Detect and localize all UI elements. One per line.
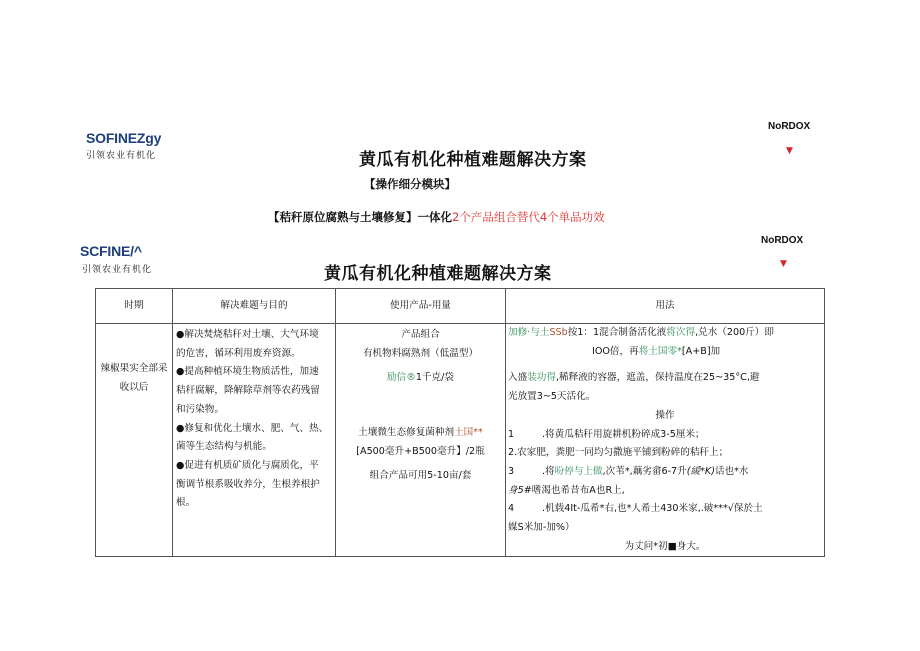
usage-highlight: 加修·与土	[508, 327, 550, 338]
usage-line	[508, 369, 822, 388]
purpose-line: 菌等生态结构与机能。	[176, 441, 272, 453]
period-line: 辣椒果实全部采	[100, 363, 168, 374]
step-text: 话也*水	[714, 465, 749, 477]
table-header-row	[96, 289, 825, 324]
product-item-2-name: 土壤微生态修复菌种剂	[358, 427, 455, 439]
step-4	[508, 500, 822, 519]
usage-text: IOO倍，再	[592, 345, 639, 357]
product-item-2-brand: 土国**	[454, 427, 483, 439]
usage-text: [A+B]加	[681, 345, 721, 357]
logo-tagline: 引领农业有机化	[86, 151, 157, 161]
purpose-line: 的危害，循环利用废弃资源。	[176, 347, 301, 359]
header-usage: 用法	[506, 289, 825, 324]
product-item-2-dose: [A500毫升+B500毫升】/2瓶	[356, 445, 485, 457]
usage-line	[508, 324, 822, 343]
step-4-continued: 媒S米加-加%）	[508, 522, 575, 534]
page-title-2: 黄瓜有机化种植难题解决方案	[324, 264, 552, 284]
usage-cell	[506, 324, 825, 557]
solution-table	[95, 288, 825, 557]
brand-name-2: NoRDOX	[761, 235, 804, 246]
purpose-line: ●解决焚烧秸秆对土壤、大气环境	[176, 329, 319, 340]
step-text: (緩*K)	[686, 465, 715, 477]
product-cell	[336, 324, 506, 557]
operation-title: 操作	[655, 409, 675, 421]
brand-name: NoRDOX	[768, 121, 811, 132]
product-item-1-dose	[336, 369, 505, 388]
usage-highlight: SSb	[549, 327, 568, 338]
logo-wordmark: SOFINEZgy	[86, 130, 162, 146]
usage-text: ,稀释液的容器，遮盖，保持温度在25~35°C,避	[555, 372, 760, 384]
logo-wordmark-2: SCFINE/^	[80, 243, 142, 259]
purpose-line: 根。	[176, 497, 196, 509]
product-item-1: 有机物料腐熟剂（低温型）	[362, 347, 479, 359]
usage-closing: 为丈问*初■身大。	[624, 540, 706, 552]
step-number: 3	[508, 465, 515, 477]
logo-tagline-2: 引领农业有机化	[82, 265, 153, 275]
purpose-line: ●提高种植环境生物质活性，加速	[176, 366, 319, 378]
step-text: ,次苇*,藕劣畲6-7升	[602, 465, 687, 477]
usage-text: 按1：1混合制备活化液	[567, 327, 667, 338]
usage-text: 入盛	[508, 372, 528, 384]
purpose-line: 衡调节根系吸收养分，生根养根护	[176, 478, 320, 490]
usage-text: ,兑水（200斤）即	[695, 327, 774, 338]
header-product: 使用产品-用量	[336, 289, 506, 324]
step-number: 1	[508, 428, 515, 440]
subtitle-highlight: 2个产品组合替代4个单品功效	[452, 210, 605, 224]
step-highlight: 吩停与上做	[554, 465, 603, 477]
purpose-cell	[173, 324, 336, 557]
step-text: #嗜渴也希昔布A也R上,	[523, 484, 625, 496]
product-item-1-brand: 励信®	[387, 372, 416, 384]
purpose-line: 秸秆腐解，降解除草剂等农药残留	[176, 385, 320, 397]
module-label: 【操作细分模块】	[364, 177, 456, 191]
subtitle	[268, 209, 605, 225]
step-1	[508, 426, 822, 445]
usage-highlight: 将土国零*	[638, 345, 682, 357]
step-3-continued	[508, 482, 822, 501]
header-purpose: 解决难题与目的	[173, 289, 336, 324]
product-item-2	[336, 424, 505, 443]
purpose-line: ●修复和优化土壤水、肥、气、热、	[176, 422, 329, 434]
brand-triangle-icon-2: ▼	[780, 259, 787, 269]
usage-highlight: 装功得	[527, 372, 556, 384]
period-cell	[96, 324, 173, 557]
product-area: 组合产品可用5-10亩/套	[369, 469, 472, 481]
period-line: 收以后	[119, 381, 149, 393]
step-text: 身5	[508, 484, 524, 496]
step-2: 2.农家肥，粪肥一同均匀撒施平铺到粉碎的秸秆上；	[508, 447, 729, 459]
table-row	[96, 324, 825, 557]
page-title: 黄瓜有机化种植难题解决方案	[359, 150, 587, 170]
purpose-line: 和污染物。	[176, 403, 224, 415]
usage-line: 光放置3~5天活化。	[508, 391, 596, 403]
step-3	[508, 463, 822, 482]
usage-highlight: 将次得	[666, 327, 696, 338]
usage-line	[508, 343, 822, 362]
product-item-1-amount: 1千克/袋	[415, 372, 454, 384]
step-text: .将	[542, 465, 555, 477]
subtitle-main: 【秸秆原位腐熟与土壤修复】一体化	[268, 210, 452, 224]
header-period: 时期	[96, 289, 173, 324]
product-combo-label: 产品组合	[401, 329, 440, 340]
brand-triangle-icon: ▼	[786, 146, 793, 156]
step-text: .机载4It-瓜希*右,也*人希土430米家,.破***√保於土	[542, 503, 763, 515]
purpose-line: ●促进有机质矿质化与腐质化，平	[176, 459, 319, 471]
step-number: 4	[508, 503, 515, 515]
step-text: .将黄瓜秸秆用旋耕机粉碎成3-5厘米；	[542, 428, 705, 440]
